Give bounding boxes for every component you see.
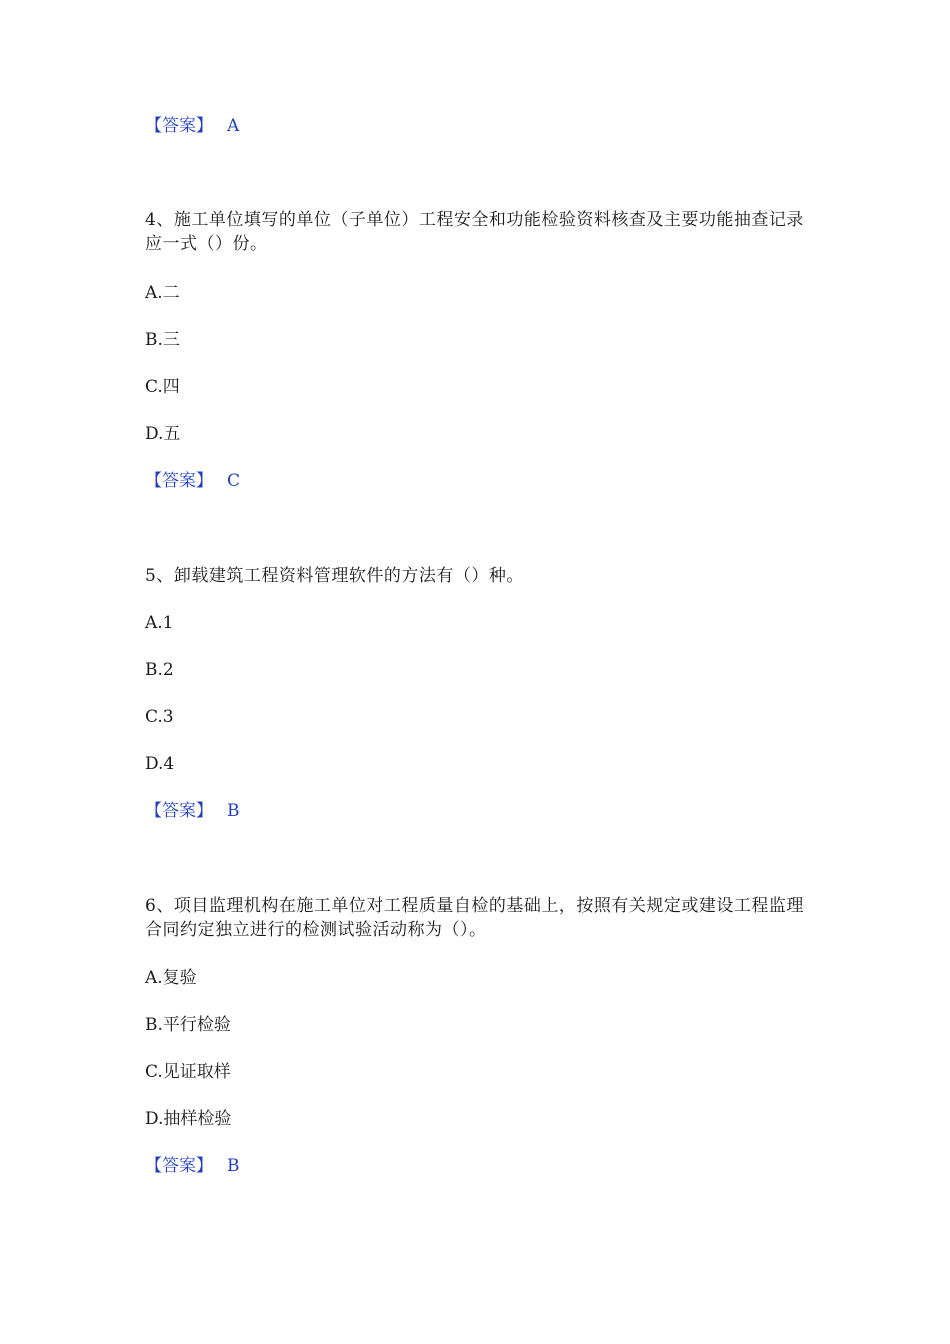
option-c: C.3 bbox=[145, 707, 174, 727]
option-a: A.复验 bbox=[145, 968, 197, 988]
option-c: C.四 bbox=[145, 377, 180, 397]
answer-line bbox=[145, 469, 240, 493]
option-b: B.三 bbox=[145, 330, 180, 350]
option-a: A.二 bbox=[145, 283, 180, 303]
answer-value: B bbox=[227, 1156, 240, 1176]
answer-line bbox=[145, 799, 240, 823]
question-text: 4、施工单位填写的单位（子单位）工程安全和功能检验资料核查及主要功能抽查记录应一式（）份。 bbox=[145, 210, 804, 254]
question-text: 5、卸载建筑工程资料管理软件的方法有（）种。 bbox=[145, 566, 524, 586]
question-text: 6、项目监理机构在施工单位对工程质量自检的基础上，按照有关规定或建设工程监理合同约定独立进行的检测试验活动称为（）。 bbox=[145, 896, 804, 940]
answer-value: C bbox=[227, 471, 241, 491]
answer-label: 【答案】 bbox=[145, 116, 213, 136]
option-b: B.平行检验 bbox=[145, 1015, 231, 1035]
option-d: D.五 bbox=[145, 424, 181, 444]
answer-label: 【答案】 bbox=[145, 801, 213, 821]
answer-value: A bbox=[227, 116, 240, 136]
answer-line bbox=[145, 1154, 240, 1178]
answer-value: B bbox=[227, 801, 240, 821]
option-d: D.4 bbox=[145, 754, 175, 774]
answer-label: 【答案】 bbox=[145, 1156, 213, 1176]
answer-label: 【答案】 bbox=[145, 471, 213, 491]
option-a: A.1 bbox=[145, 613, 174, 633]
option-c: C.见证取样 bbox=[145, 1062, 231, 1082]
option-d: D.抽样检验 bbox=[145, 1109, 232, 1129]
answer-line bbox=[145, 114, 239, 138]
option-b: B.2 bbox=[145, 660, 174, 680]
